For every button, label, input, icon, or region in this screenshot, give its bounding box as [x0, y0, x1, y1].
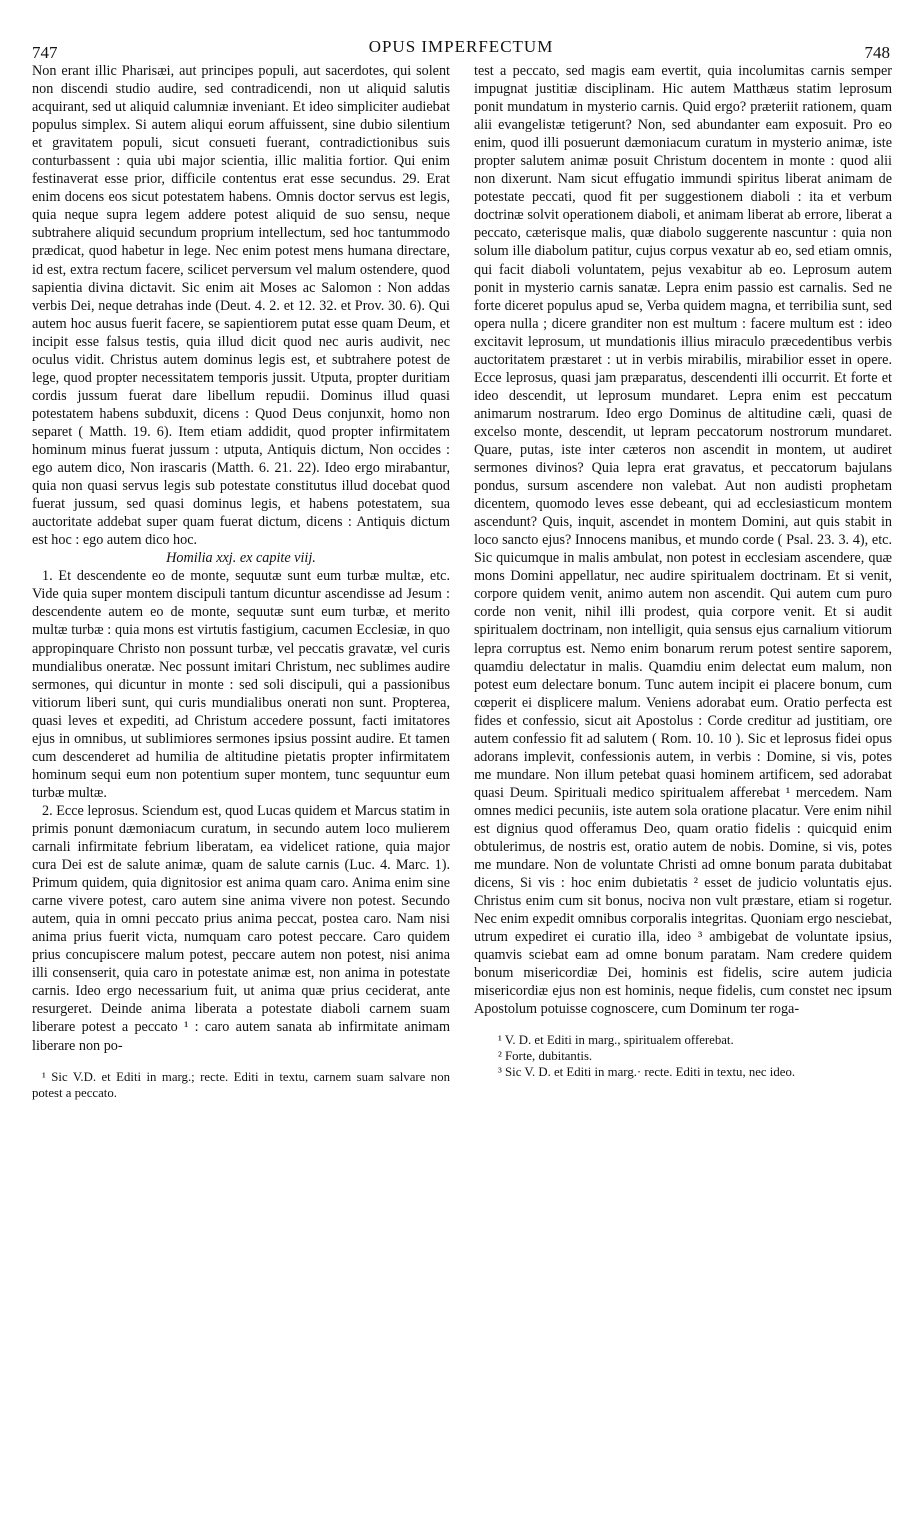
right-column	[474, 62, 892, 1080]
left-column	[32, 62, 450, 1101]
footnote: ³ Sic V. D. et Editi in marg.· recte. Editi in textu, nec ideo.	[498, 1065, 796, 1080]
text-paragraph: 2. Ecce leprosus. Sciendum est, quod Lucas quidem et Marcus statim in primis ponunt dæmoniacum curatum, in secundo autem loco mulierem carnali infirmitate febrium liberatam, ea videlicet ratione, quia major cura Dei est de salute animæ, quam de salute carnis (Luc. 4. Marc. 1). Primum quidem, quia dignitosior est anima quam caro. Anima enim sine carne vivere potest, caro autem sine anima vivere non potest. Secundo autem, quia in omni peccato prius anima peccat, postea caro. Nam nisi anima prius fuerit victa, numquam caro potest peccare. Caro quidem prius concupiscere malum potest, peccare autem non potest, nisi anima illi consenserit, quia caro in potestate animæ est, non anima in potestate carnis. Ideo ergo necessarium fuit, ut anima quæ prius ceciderat, ante resurgeret. Deinde anima liberata a potestate diaboli carnem suam liberare potest a peccato ¹ : caro autem sanata ab infirmitate animam liberare non po-	[32, 802, 450, 1054]
running-header	[32, 36, 890, 60]
page-number-right: 748	[864, 43, 890, 62]
footnote: ² Forte, dubitantis.	[498, 1049, 593, 1064]
homily-heading: Homilia xxj. ex capite viij.	[166, 550, 316, 567]
running-title: OPUS IMPERFECTUM	[368, 37, 554, 56]
page-number-left: 747	[32, 43, 58, 62]
footnote: ¹ V. D. et Editi in marg., spiritualem offerebat.	[498, 1033, 734, 1048]
text-paragraph: Non erant illic Pharisæi, aut principes populi, aut sacerdotes, qui solent non discendi studio audire, sed contradicendi, non ut aliquid salutis acquirant, sed ut aliquid calumniæ inveniant. Et ideo simpliciter audiebat populus simplex. Si autem aliqui eorum affuissent, sine dubio silentium et gravitatem populi, sicut consueti fuerant, contradictionibus suis conturbassent : quia ubi major scientia, illic malitia fortior. Qui enim festinaverat esse prior, difficile contentus erat esse secundus. 29. Erat enim docens eos sicut potestatem habens. Omnis doctor servus est legis, quia neque supra legem addere potest aliquid de suo sensu, neque subtrahere aliquid secundum proprium intellectum, sed hoc tantummodo prædicat, quod habetur in lege. Nec enim potest mens humana directare, id est, extra rectum facere, scilicet perversum vel malum ostendere, quod sapientia divina dictavit. Sic enim ait Moses ac Salomon : Non addas verbis Dei, neque detrahas inde (Deut. 4. 2. et 12. 32. et Prov. 30. 6). Qui autem hoc ausus fuerit facere, se sapientiorem putat esse quam Deum, et incipit esse falsus testis, quia illud dicit quod nec auris audivit, nec oculus vidit. Christus autem dominus legis est, et subtrahere potest de lege, quod propter necessitatem temporis jussit. Utputa, propter duritiam cordis jussum fuerat dare libellum repudii. Dominus illud quasi potestatem habens subduxit, dicens : Quod Deus conjunxit, homo non separet ( Matth. 19. 6). Item etiam addidit, quod propter infirmitatem hominum minus fuerat jussum : utputa, Antiquis dictum, Non occides : ego autem dico, Non irascaris (Matth. 6. 21. 22). Ideo ergo mirabantur, quia non quasi servus legis sub potestate constitutus illud docebat quod fuerat jussum, sed quasi dominus legis, et habens potestatem, sua auctoritate addebat super quam fuerat dictum, dicens : Antiquis dictum est hoc : ego autem dico hoc.	[32, 63, 450, 549]
text-paragraph: 1. Et descendente eo de monte, sequutæ sunt eum turbæ multæ, etc. Vide quia super montem discipuli tantum dicuntur ascendisse ad Jesum : descendente autem eo de monte, sequutæ sunt eum turbæ, et merito multæ turbæ : quia mons est virtutis fastigium, cacumen Ecclesiæ, in quo appropinquare Christo non possunt turbæ, vel peccatis gravatæ, vel curis mundialibus oneratæ. Nec possunt imitari Christum, nec sublimes audire sermones, qui dicuntur in monte : sed soli discipuli, qui a passionibus vitiorum liberi sunt, qui curis mundialibus onerati non sunt. Propterea, quasi leves et expediti, ad Christum accedere possunt, facti imitatores ejus in omnibus, ut sublimiores sermones ipsius possint audire. Et tamen cum descenderet ad humilia de altitudine pietatis propter infirmitatem hominum sequi eum non potentium super montem, tunc sequuntur eum turbæ multæ.	[32, 568, 450, 801]
footnote: ¹ Sic V.D. et Editi in marg.; recte. Editi in textu, carnem suam salvare non potest a peccato.	[32, 1069, 450, 1100]
text-paragraph: test a peccato, sed magis eam evertit, quia incolumitas carnis semper impugnat justitiæ disciplinam. Hic autem Matthæus statim leprosum ponit mundatum in mysterio carnis. Quid ergo? præteriit rationem, quam alii evangelistæ tetigerunt? Non, sed abundanter eam exposuit. Pro eo enim, quod illi posuerunt dæmoniacum curatum in mysterio animæ, iste propter salutem animæ posuit Christum docentem in monte : quod alii non dixerunt. Nam sicut effugatio immundi spiritus liberat animam de potestate peccati, quod fit per suggestionem diaboli : ita et verbum doctrinæ solvit operationem diaboli, et animam liberat ab errore, liberat a peccato, cæterisque malis, quæ diabolo suggerente nascuntur : quia non solum ille diabolum patitur, cujus corpus vexatur ab eo, sed etiam omnis, qui facit diaboli voluntatem, pejus vexabitur ab eo. Leprosum autem ponit in mysterio carnis sanatæ. Lepra enim passio est carnalis. Sed ne forte diceret populus apud se, Verba quidem magna, et terribilia sunt, sed opera nulla ; dicere granditer non est multum : facere multum est : ideo excitavit leprosum, ut mundationis illius miraculo præcedentibus verbis auctoritatem præstaret : ut in verbis mirabilis, mirabilior esset in opere. Ecce leprosus, quasi jam præparatus, descendenti illi occurrit. Et forte et ideo descendit, ut leprosum mundaret. Lepra enim est peccatum animarum nostrarum. Ideo ergo Dominus de altitudine cæli, quasi de excelso monte, descendit, ut lepram peccatorum nostrorum mundaret. Quare, putas, iste inter cæteros non ascendit in montem, ut audiret sermones divinos? Quia lepra erat gravatus, et peccatorum bajulans pondus, sursum ascendere non valebat. Aut non audisti prophetam dicentem, quomodo leves esse debeant, qui ad ecclesiasticum montem ascendunt? Quis, inquit, ascendet in montem Domini, aut quis stabit in loco sancto ejus? Innocens manibus, et mundo corde ( Psal. 23. 3. 4), etc. Sic quicumque in malis ambulat, non potest in ecclesiam ascendere, quæ mons Domini appellatur, nec audire spiritualem doctrinam. Et si venit, corpore quidem venit, animo autem non ascendit. Qui autem cum puro corde non venit, nihil illi prodest, quia corpore venit. Et si audit spiritualem doctrinam, non intelligit, quia sensus ejus carnalium vitiorum lepra corruptus est. Nemo enim bonarum rerum potest sentire saporem, quamdiu delectatur in malis. Quamdiu enim delectat eum malum, non potest eum delectare bonum. Tunc autem incipit ei placere bonum, cum cœperit ei displicere malum. Veniens adorabat eum. Oratio perfecta est fides et confessio, sicut ait Apostolus : Corde creditur ad justitiam, ore autem confessio fit ad salutem ( Rom. 10. 10 ). Sic et leprosus fidei opus adorans implevit, confessionis autem, in verbis : Domine, si vis, potes me mundare. Non illum petebat quasi hominem artificem, sed adorabat quasi Deum. Spirituali medico spiritualem afferebat ¹ mercedem. Nam omnes medici pecuniis, iste autem sola oratione placatur. Vere enim nihil est dignius quod offeramus Deo, quam oratio fidelis : quicquid enim obtulerimus, de nostris est, oratio autem de nobis. Domine, si vis, potes me mundare. Non de voluntate Christi ad omne bonum parata dubitabat dicens, Si vis : hoc enim dubietatis ² esset de judicio voluntatis ejus. Christus enim cum sit bonus, nociva non vult præstare, etiam si rogetur. Nec enim expedit omnibus corporalis integritas. Quoniam ergo nesciebat, utrum expediret ei curatio illa, ideo ³ ambigebat de voluntate ipsius, quamvis sciebat eam ad omne bonum paratam. Nam credere quidem bonum misericordiæ Dei, hominis est fidelis, scire autem judicia misericordiæ ejus non est hominis, neque fidelis, cum constet nec ipsum Apostolum potuisse cognoscere, cum Dominum ter roga-	[474, 63, 892, 1018]
